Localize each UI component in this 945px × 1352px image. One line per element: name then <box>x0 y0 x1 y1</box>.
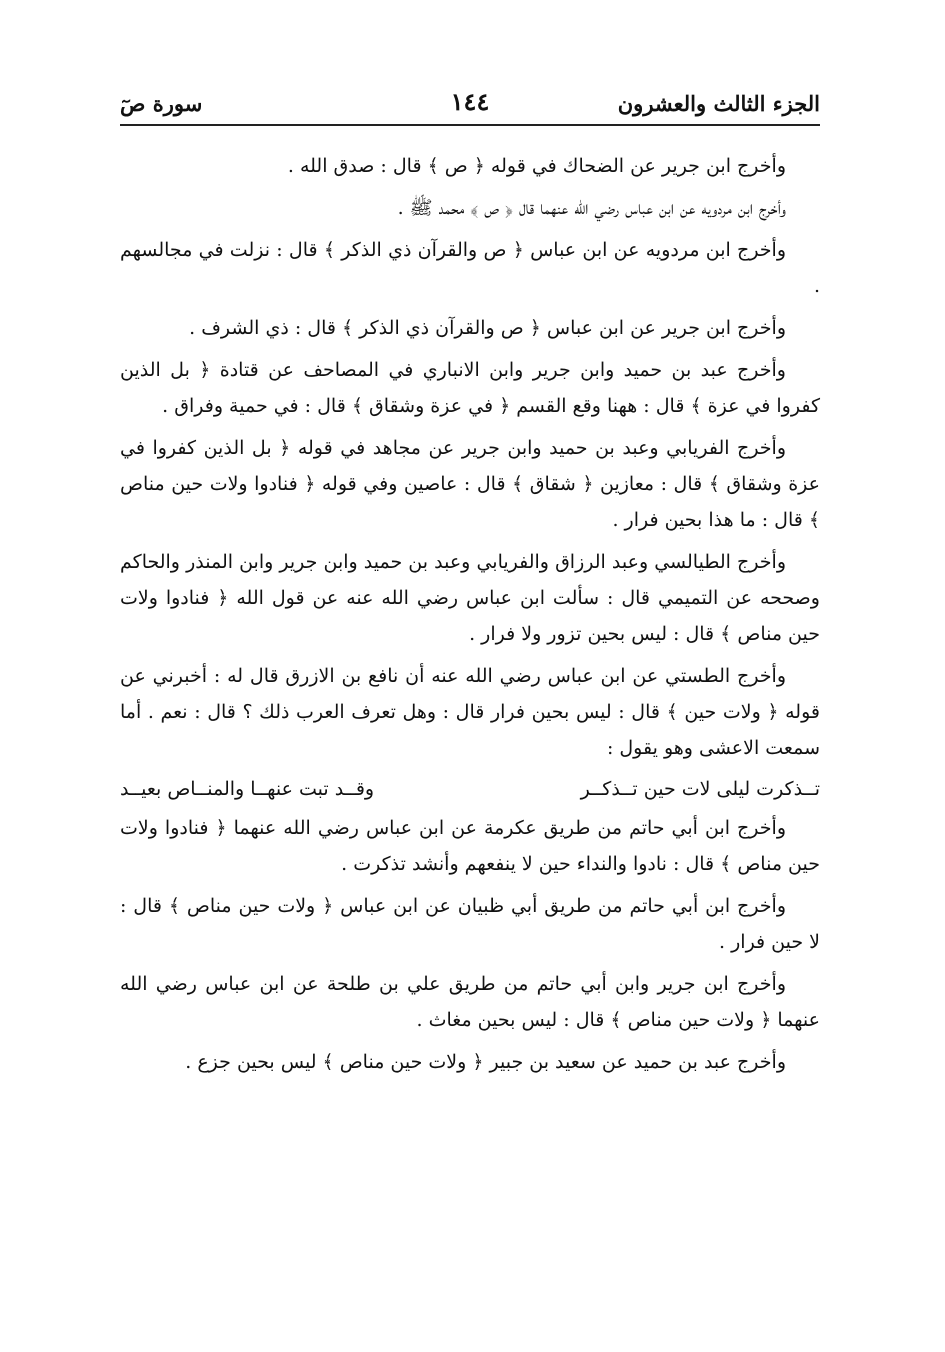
page-header <box>120 72 820 124</box>
paragraph: وأخرج ابن جرير عن الضحاك في قوله ﴿ ص ﴾ قال : صدق الله . <box>287 155 786 177</box>
paragraph: وأخرج عبد بن حميد عن سعيد بن جبير ﴿ ولات حين مناص ﴾ ليس بحين جزع . <box>185 1051 786 1073</box>
paragraph: وأخرج ابن جرير وابن أبي حاتم من طريق علي بن طلحة عن ابن عباس رضي الله عنهما ﴿ ولات حين مناص ﴾ قال : ليس بحين مغاث . <box>120 973 820 1031</box>
paragraph: وأخرج ابن أبي حاتم من طريق أبي ظبيان عن ابن عباس ﴿ ولات حين مناص ﴾ قال : لا حين فرار . <box>120 895 820 953</box>
paragraph: وأخرج الفريابي وعبد بن حميد وابن جرير عن مجاهد في قوله ﴿ بل الذين كفروا في عزة وشقاق ﴾ قال : معازين ﴿ شقاق ﴾ قال : عاصين وفي قوله ﴿ فنادوا ولات حين مناص ﴾ قال : ما هذا بحين فرار . <box>120 437 820 531</box>
surah-title: سورة صٓ <box>120 91 203 116</box>
paragraph: وأخرج عبد بن حميد وابن جرير وابن الانباري في المصاحف عن قتادة ﴿ بل الذين كفروا في عزة ﴾ قال : ههنا وقع القسم ﴿ في عزة وشقاق ﴾ قال : في حمية وفراق . <box>120 359 820 417</box>
paragraph: وأخرج الطيالسي وعبد الرزاق والفريابي وعبد بن حميد وابن جرير وابن المنذر والحاكم وصححه عن التميمي قال : سألت ابن عباس رضي الله عنه عن قول الله ﴿ فنادوا ولات حين مناص ﴾ قال : ليس بحين تزور ولا فرار . <box>120 551 820 645</box>
paragraph: وأخرج ابن مردويه عن ابن عباس ﴿ ص والقرآن ذي الذكر ﴾ قال : نزلت في مجالسهم . <box>120 239 820 297</box>
page-number: ١٤٤ <box>450 87 490 116</box>
page-body <box>120 148 820 1080</box>
header-divider <box>120 124 820 126</box>
paragraph: وأخرج ابن أبي حاتم من طريق عكرمة عن ابن عباس رضي الله عنهما ﴿ فنادوا ولات حين مناص ﴾ قال : نادوا والنداء حين لا ينفعهم وأنشد تذكرت . <box>120 817 820 875</box>
verse-first-hemistich: تــذكرت ليلى لات حين تــذكــر <box>580 778 820 800</box>
part-title: الجزء الثالث والعشرون <box>617 91 820 116</box>
book-page <box>120 72 820 1272</box>
verse-second-hemistich: وقــد تبت عنهــا والمنــاص بعيــد <box>120 778 375 800</box>
poetry-verse <box>120 772 820 806</box>
paragraph: وأخرج ابن مردويه عن ابن عباس رضي الله عنهما قال ﴿ ص ﴾ محمد ﷺ . <box>397 197 786 219</box>
paragraph: وأخرج الطستي عن ابن عباس رضي الله عنه أن نافع بن الازرق قال له : أخبرني عن قوله ﴿ ولات حين ﴾ قال : ليس بحين فرار قال : وهل تعرف العرب ذلك ؟ قال : نعم . أما سمعت الاعشى وهو يقول : <box>120 665 820 759</box>
paragraph: وأخرج ابن جرير عن ابن عباس ﴿ ص والقرآن ذي الذكر ﴾ قال : ذي الشرف . <box>189 317 786 339</box>
